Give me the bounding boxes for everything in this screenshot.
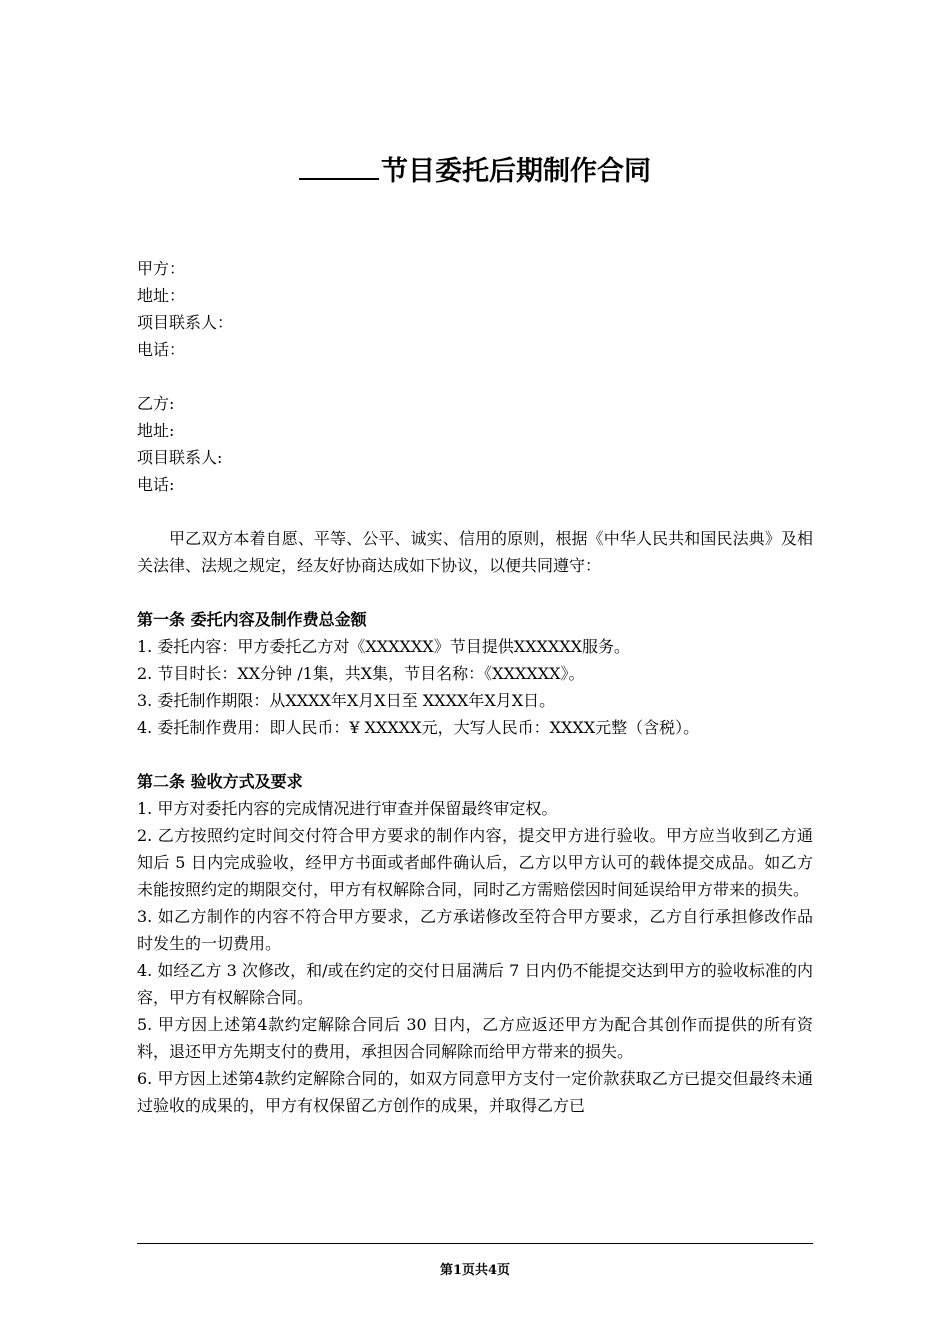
section-item: 4. 委托制作费用：即人民币：¥ XXXXX元，大写人民币：XXXX元整（含税）。	[137, 718, 700, 737]
party-b-address: 地址:	[137, 421, 175, 440]
section-item: 3. 委托制作期限：从XXXX年X月X日至 XXXX年X月X日。	[137, 691, 556, 710]
section-title: 第一条 委托内容及制作费总金额	[137, 610, 367, 629]
section-item: 1. 甲方对委托内容的完成情况进行审查并保留最终审定权。	[137, 799, 558, 818]
party-a-block	[137, 255, 813, 363]
spacer	[137, 579, 813, 606]
spacer	[137, 498, 813, 525]
page-number: 第1页共4页	[439, 1263, 511, 1278]
section-item: 5. 甲方因上述第4款约定解除合同后 30 日内，乙方应返还甲方为配合其创作而提供的所有资料，退还甲方先期支付的费用，承担因合同解除而给甲方带来的损失。	[137, 1015, 813, 1061]
party-b-block	[137, 390, 813, 498]
section-item: 3. 如乙方制作的内容不符合甲方要求，乙方承诺修改至符合甲方要求，乙方自行承担修改作品时发生的一切费用。	[137, 907, 813, 953]
party-b-phone: 电话:	[137, 475, 175, 494]
spacer	[137, 741, 813, 768]
title-blank-line	[299, 152, 379, 180]
party-b-contact: 项目联系人:	[137, 448, 223, 467]
section-title: 第二条 验收方式及要求	[137, 772, 303, 791]
document-body	[137, 255, 813, 1119]
section-item: 2. 乙方按照约定时间交付符合甲方要求的制作内容，提交甲方进行验收。甲方应当收到乙方通知后 5 日内完成验收，经甲方书面或者邮件确认后，乙方以甲方认可的载体提交成品。如乙方未能按照约定的期限交付，甲方有权解除合同，同时乙方需赔偿因时间延误给甲方带来的损失。	[137, 826, 813, 899]
section-item: 2. 节目时长：XX分钟 /1集，共X集，节目名称：《XXXXXX》。	[137, 664, 585, 683]
party-a-phone: 电话：	[137, 340, 186, 359]
section-item: 4. 如经乙方 3 次修改，和/或在约定的交付日届满后 7 日内仍不能提交达到甲方的验收标准的内容，甲方有权解除合同。	[137, 961, 813, 1007]
party-a-label: 甲方：	[137, 259, 186, 278]
section-2	[137, 768, 813, 1119]
party-b-label: 乙方:	[137, 394, 175, 413]
footer-divider	[137, 1243, 813, 1244]
section-1	[137, 606, 813, 741]
document-title	[0, 152, 950, 192]
section-item: 6. 甲方因上述第4款约定解除合同的，如双方同意甲方支付一定价款获取乙方已提交但最终未通过验收的成果的，甲方有权保留乙方创作的成果，并取得乙方已	[137, 1069, 813, 1115]
party-a-address: 地址：	[137, 286, 186, 305]
section-item: 1. 委托内容：甲方委托乙方对《XXXXXX》节目提供XXXXXX服务。	[137, 637, 631, 656]
title-text: 节目委托后期制作合同	[381, 156, 651, 187]
party-a-contact: 项目联系人：	[137, 313, 234, 332]
spacer	[137, 363, 813, 390]
intro-paragraph: 甲乙双方本着自愿、平等、公平、诚实、信用的原则，根据《中华人民共和国民法典》及相关法律、法规之规定，经友好协商达成如下协议，以便共同遵守：	[137, 529, 813, 575]
